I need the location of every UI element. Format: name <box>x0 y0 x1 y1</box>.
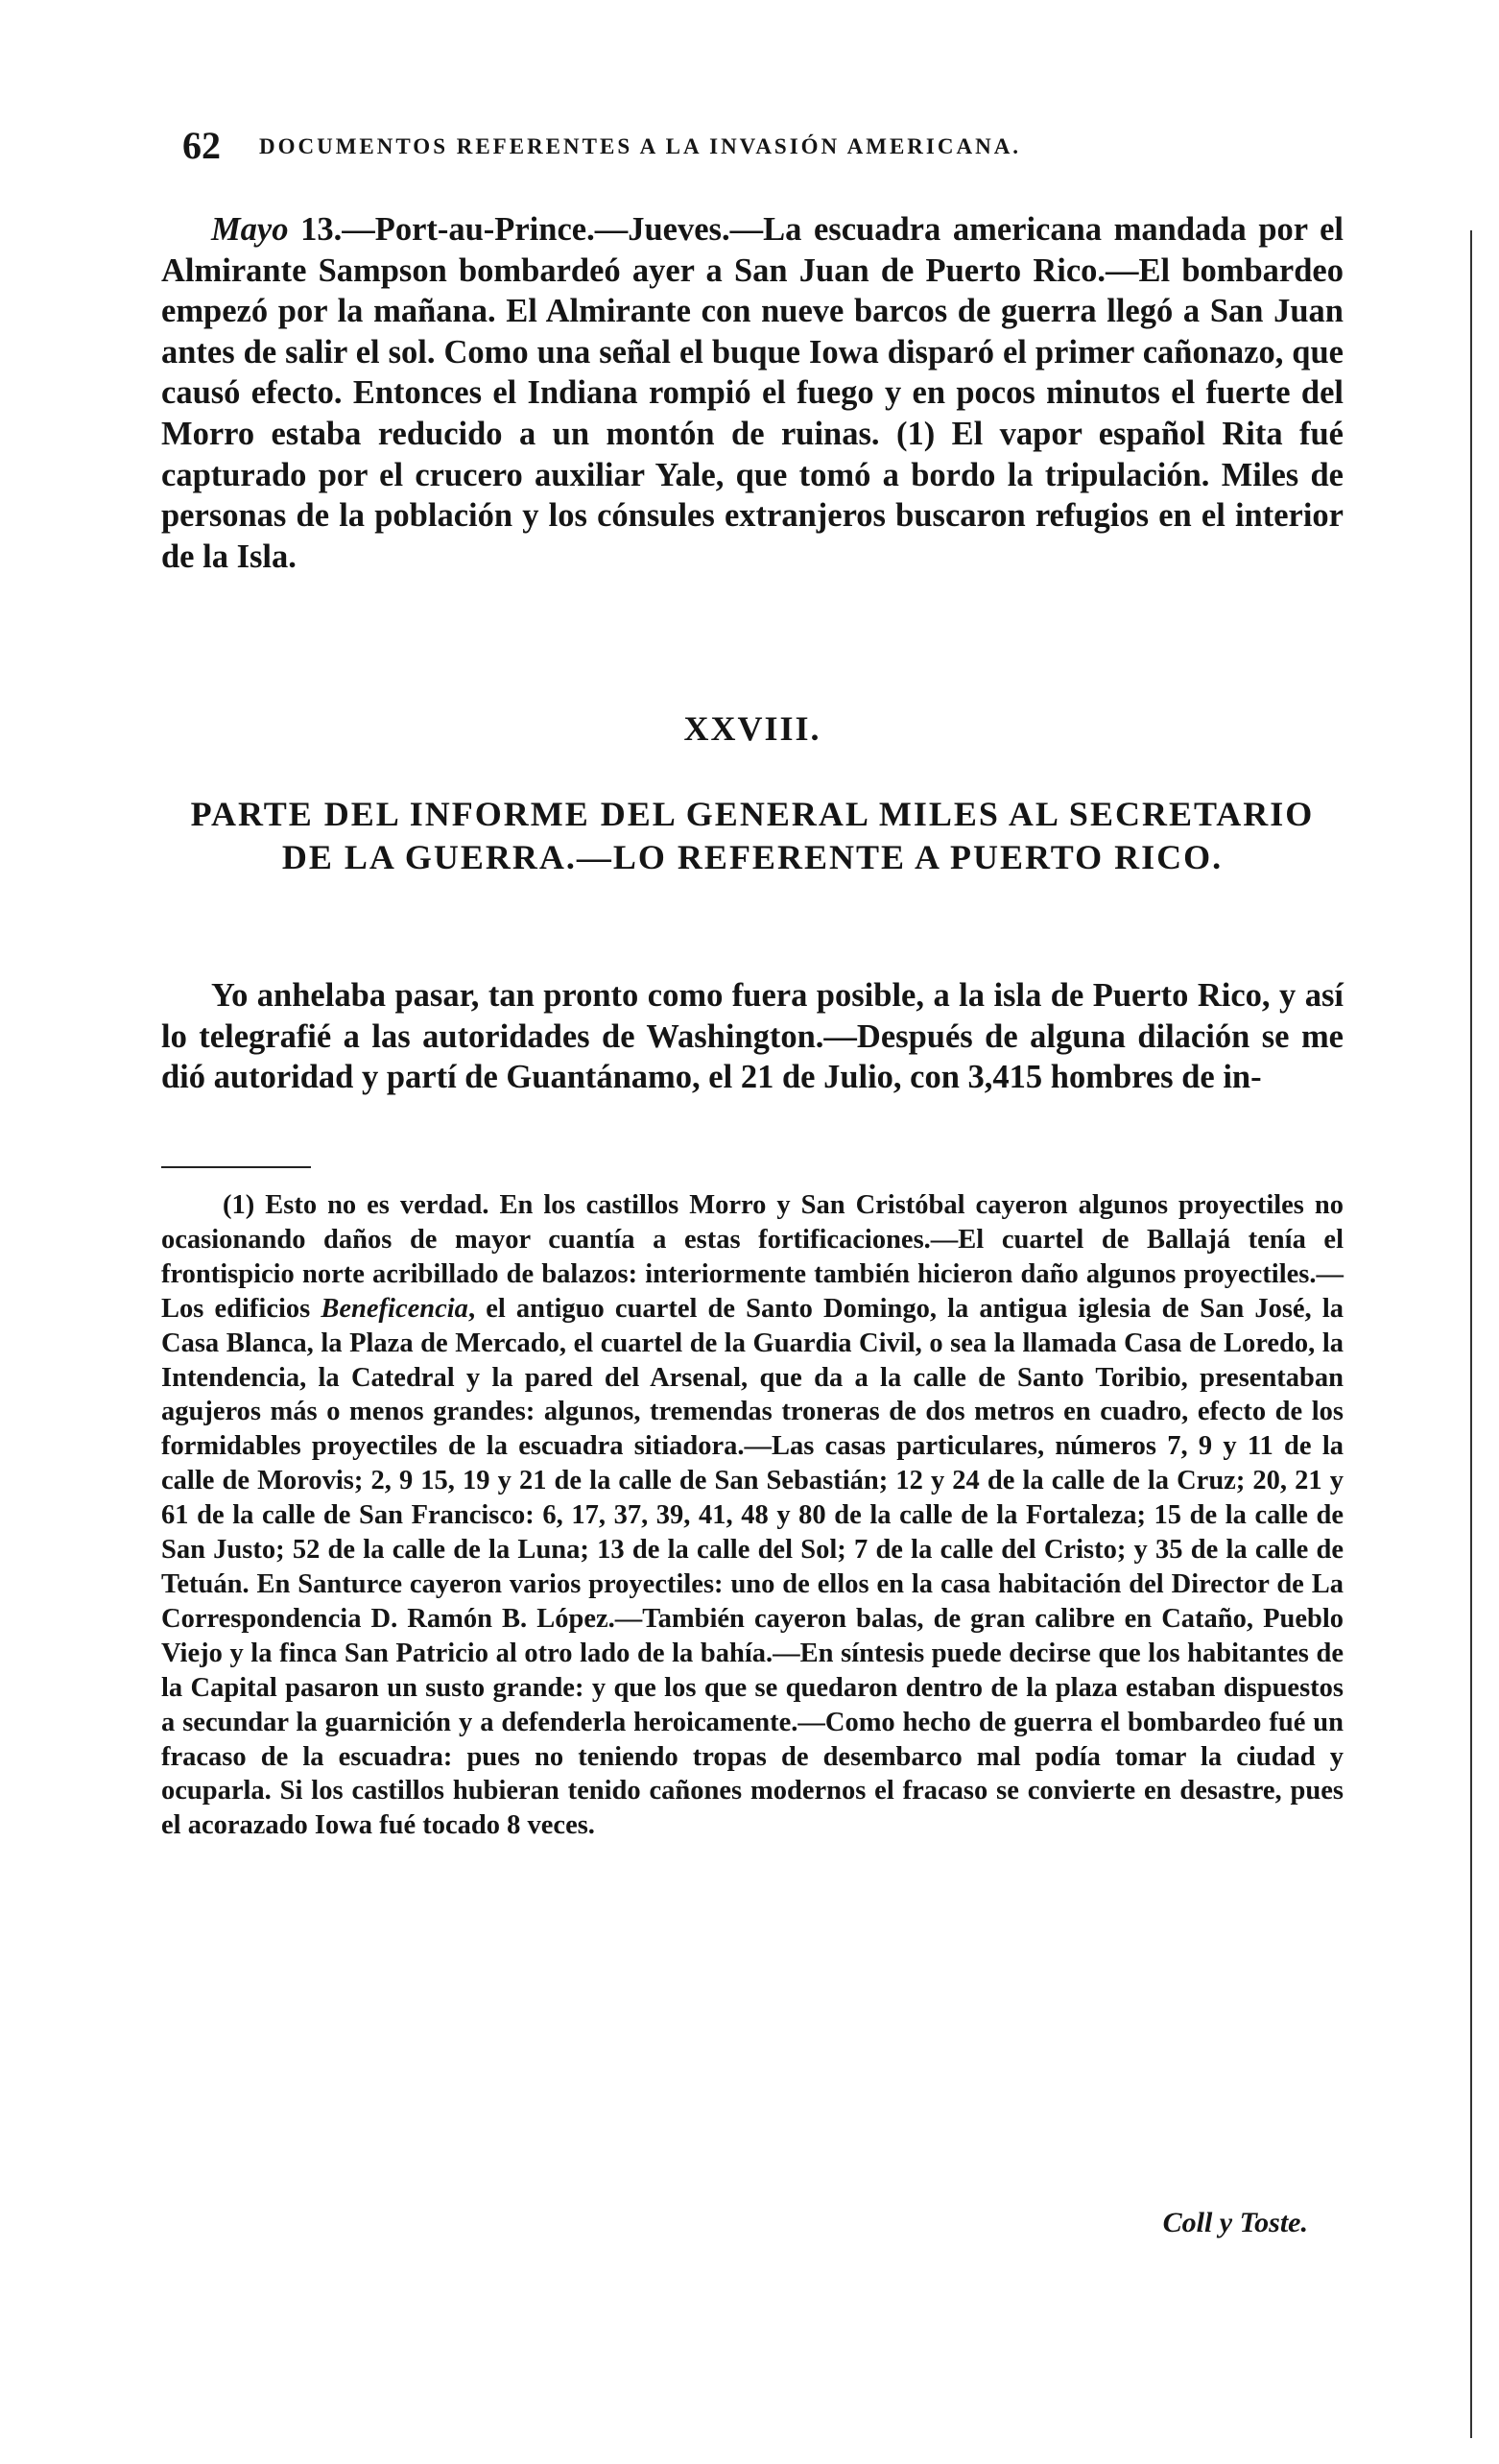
footnote-text-a: Esto no es verdad. En los castillos Morro y San Cristóbal cayeron algunos proyectiles no ocasionando daños de mayor cuantía a estas fortificaciones.—El cuartel de Ballajá tenía el frontispicio norte acribillado de balazos: interiormente también hicieron daño algunos proyectiles.—Los edificios <box>161 1190 1344 1324</box>
footnote-italic-word: Beneficencia <box>321 1293 468 1324</box>
signature: Coll y Toste. <box>1162 2207 1308 2238</box>
entry-block <box>161 209 1344 577</box>
footnote-marker: (1) <box>223 1190 255 1220</box>
page-header <box>182 123 1344 171</box>
footnote-rule <box>161 1166 311 1168</box>
page-edge-line <box>1470 230 1472 2438</box>
entry-paragraph <box>161 209 1344 577</box>
section-paragraph: Yo anhelaba pasar, tan pronto como fuera posible, a la isla de Puerto Rico, y así lo telegrafié a las autoridades de Washington.—Después de alguna dilación se me dió autoridad y partí de Guantánamo, el 21 de Julio, con 3,415 hombres de in- <box>161 977 1344 1096</box>
footnote-text-b: , el antiguo cuartel de Santo Domingo, la antigua iglesia de San José, la Casa Blanca, la Plaza de Mercado, el cuartel de la Guardia Civil, o sea la llamada Casa de Loredo, la Intendencia, la Catedral y la pared del Arsenal, que da a la calle de Santo Toribio, presentaban agujeros más o menos grandes: algunos, tremendas troneras de dos metros en cuadro, efecto de los formidables proyectiles de la escuadra sitiadora.—Las casas particulares, números 7, 9 y 11 de la calle de Morovis; 2, 9 15, 19 y 21 de la calle de San Sebastián; 12 y 24 de la calle de la Cruz; 20, 21 y 61 de la calle de San Francisco: 6, 17, 37, 39, 41, 48 y 80 de la calle de la Fortaleza; 15 de la calle de San Justo; 52 de la calle de la Luna; 13 de la calle del Sol; 7 de la calle del Cristo; y 35 de la calle de Tetuán. En Santurce cayeron varios proyectiles: uno de ellos en la casa habitación del Director de La Correspondencia D. Ramón B. López.—También cayeron balas, de gran calibre en Cataño, Pueblo Viejo y la finca San Patricio al otro lado de la bahía.—En síntesis puede decirse que los habitantes de la Capital pasaron un susto grande: y que los que se quedaron dentro de la plaza estaban dispuestos a secundar la guarnición y a defenderla heroicamente.—Como hecho de guerra el bombardeo fué un fracaso de la escuadra: pues no teniendo tropas de desembarco mal podía tomar la ciudad y ocuparla. Si los castillos hubieran tenido cañones modernos el fracaso se convierte en desastre, pues el acorazado Iowa fué tocado 8 veces. <box>161 1293 1344 1841</box>
page-number: 62 <box>182 124 221 167</box>
section-body <box>161 975 1344 1098</box>
running-title: DOCUMENTOS REFERENTES A LA INVASIÓN AMERICANA. <box>259 134 1022 158</box>
section-heading <box>161 793 1344 879</box>
section-number: XXVIII. <box>683 709 821 748</box>
entry-date: Mayo <box>211 211 289 248</box>
section-title: PARTE DEL INFORME DEL GENERAL MILES AL SECRETARIO DE LA GUERRA.—LO REFERENTE A PUERTO RICO. <box>190 795 1315 876</box>
entry-text: 13.—Port-au-Prince.—Jueves.—La escuadra americana mandada por el Almirante Sampson bombardeó ayer a San Juan de Puerto Rico.—El bombardeo empezó por la mañana. El Almirante con nueve barcos de guerra llegó a San Juan antes de salir el sol. Como una señal el buque Iowa disparó el primer cañonazo, que causó efecto. Entonces el Indiana rompió el fuego y en pocos minutos el fuerte del Morro estaba reducido a un montón de ruinas. (1) El vapor español Rita fué capturado por el crucero auxiliar Yale, que tomó a bordo la tripulación. Miles de personas de la población y los cónsules extranjeros buscaron refugios en el interior de la Isla. <box>161 211 1344 575</box>
footnote <box>161 1188 1344 1843</box>
